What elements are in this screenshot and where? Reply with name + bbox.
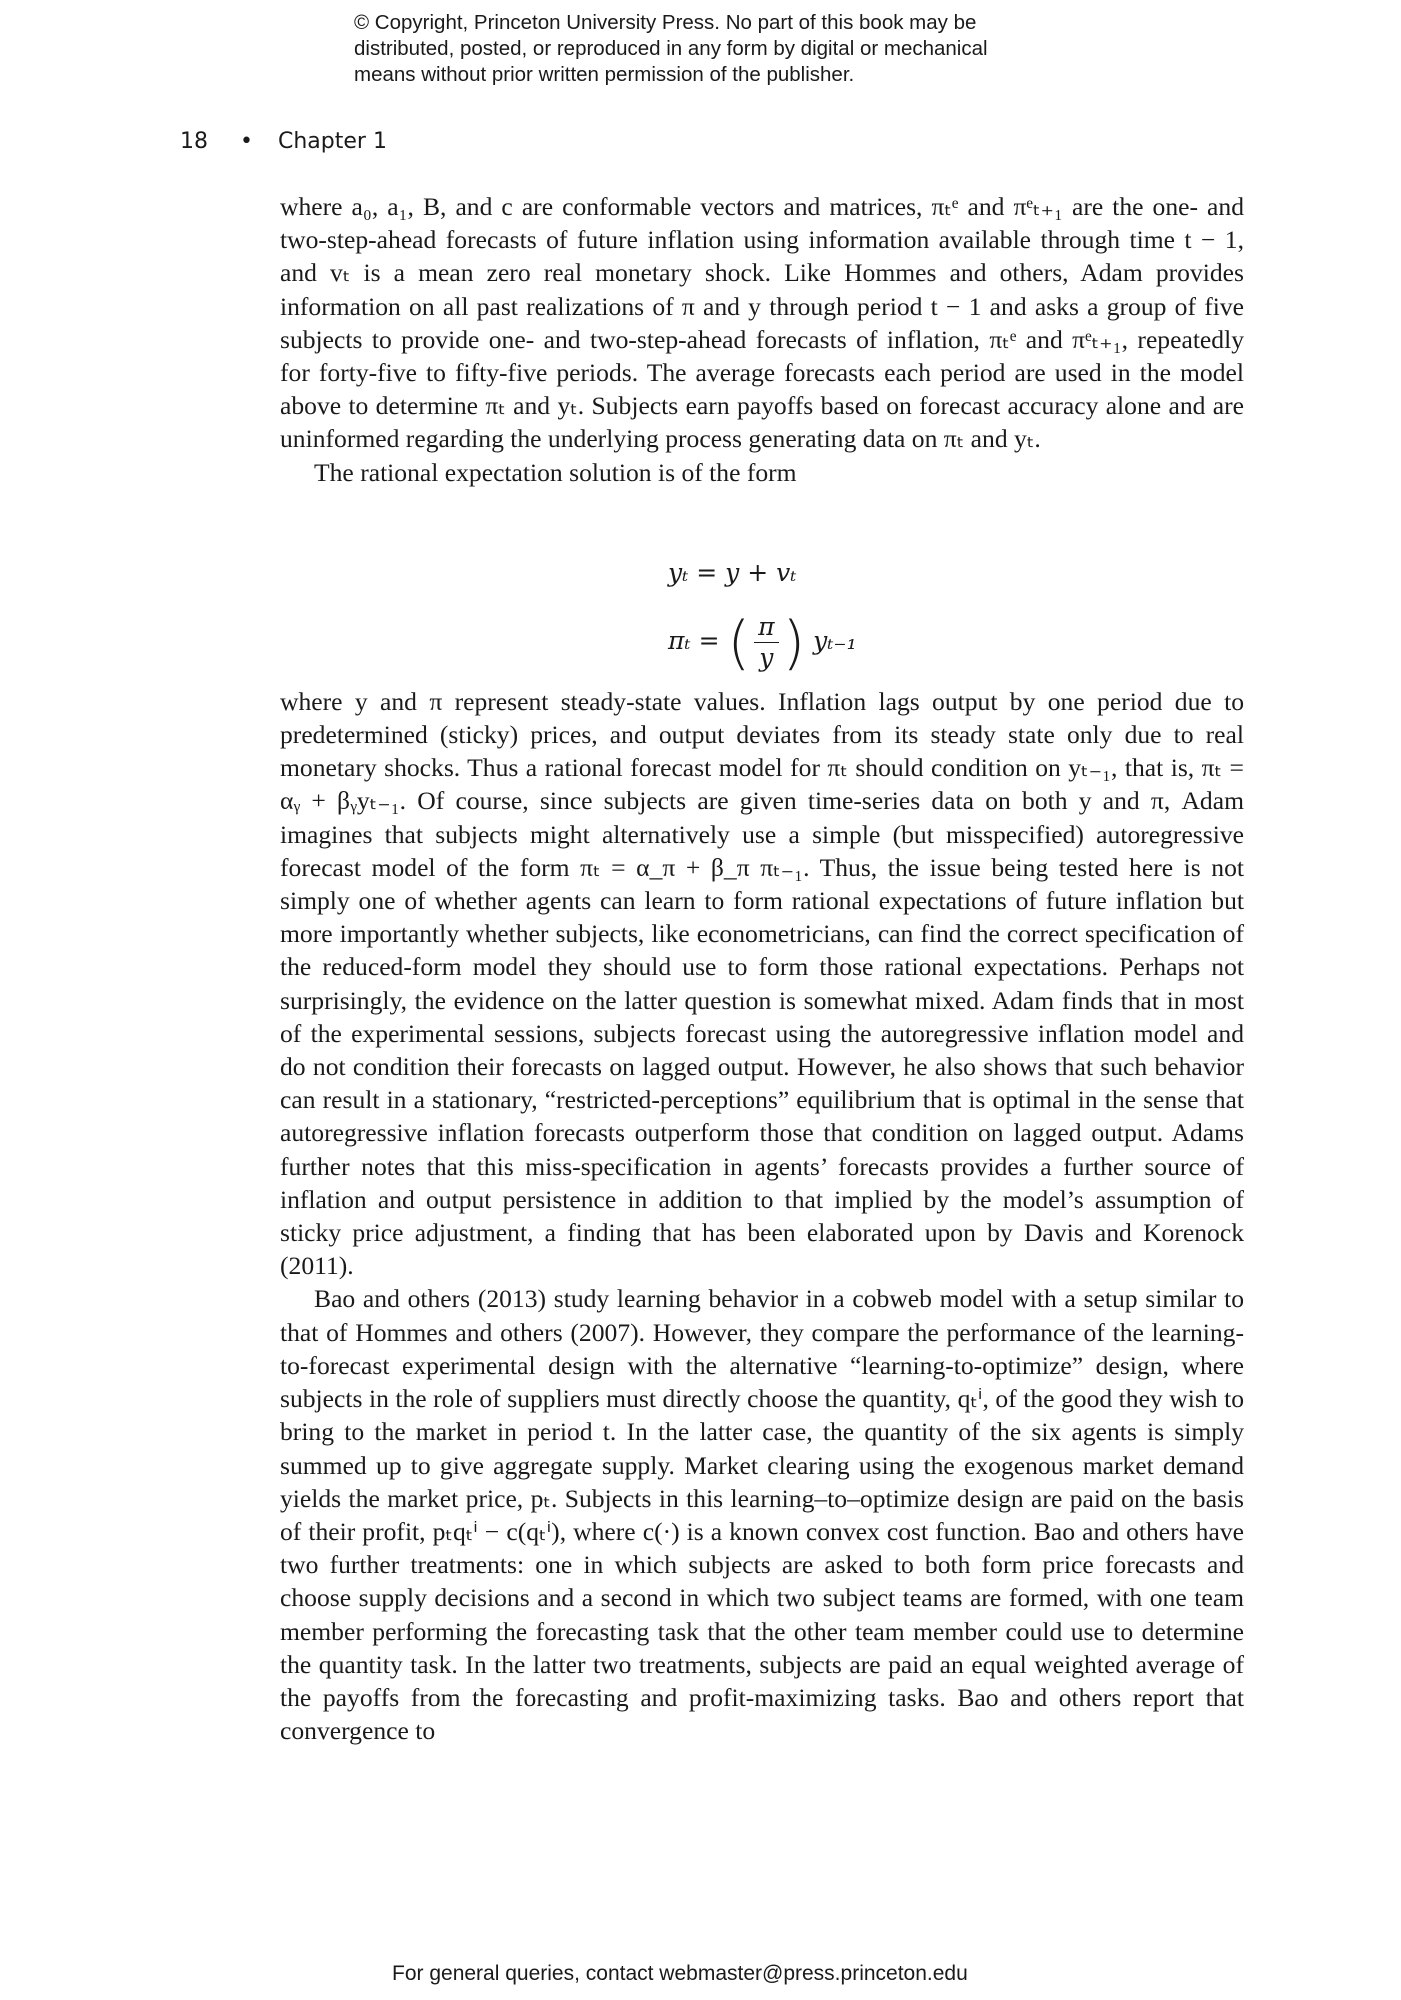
equation-output — [668, 558, 796, 588]
right-paren: ) — [782, 608, 806, 677]
paragraph: where y and π represent steady-state values. Inflation lags output by one period due to predetermined (sticky) prices, and output deviates from its steady state only due to real monetary shocks. Thus a rational forecast model for πₜ should condition on yₜ₋₁, that is, πₜ = αᵧ + βᵧyₜ₋₁. Of course, since subjects are given time-series data on both y and π, Adam imagines that subjects might alternatively use a simple (but misspecified) autoregressive forecast model of the form πₜ = α_π + β_π πₜ₋₁. Thus, the issue being tested here is not simply one of whether agents can learn to form rational expectations of future inflation but more importantly whether subjects, like econometricians, can find the correct specification of the reduced-form model they should use to form those rational expectations. Perhaps not surprisingly, the evidence on the latter question is somewhat mixed. Adam finds that in most of the experimental sessions, subjects forecast using the autoregressive inflation model and do not condition their forecasts on lagged output. However, he also shows that such behavior can result in a stationary, “restricted-perceptions” equilibrium that is optimal in the sense that autoregressive inflation forecasts outperform those that condition on lagged output. Adams further notes that this miss-specification in agents’ forecasts provides a further source of inflation and output persistence in addition to that implied by the model’s assumption of sticky price adjustment, a finding that has been elaborated upon by Davis and Korenock (2011). — [280, 686, 1244, 1281]
page-body — [280, 190, 1244, 1747]
chapter-title: Chapter 1 — [278, 129, 387, 154]
fraction-numerator: π — [754, 612, 778, 643]
equation-operator: = — [698, 626, 720, 655]
equation-lhs: yₜ — [668, 558, 689, 587]
copyright-notice — [354, 10, 1114, 88]
copyright-line: means without prior written permission of the publisher. — [354, 63, 855, 86]
equation-lhs: πₜ — [668, 626, 691, 655]
equation-inflation — [668, 608, 857, 677]
copyright-line: © Copyright, Princeton University Press. No part of this book may be — [354, 11, 977, 34]
equation-rhs: yₜ₋₁ — [813, 626, 857, 655]
equation-rhs: y + vₜ — [725, 558, 797, 587]
fraction-denominator: y — [759, 643, 774, 672]
running-head — [180, 128, 387, 156]
copyright-line: distributed, posted, or reproduced in any form by digital or mechanical — [354, 37, 988, 60]
paragraph: where a₀, a₁, B, and c are conformable vectors and matrices, πₜᵉ and πᵉₜ₊₁ are the one- and two-step-ahead forecasts of future inflation using information available through time t − 1, and vₜ is a mean zero real monetary shock. Like Hommes and others, Adam provides information on all past realizations of π and y through period t − 1 and asks a group of five subjects to provide one- and two-step-ahead forecasts of inflation, πₜᵉ and πᵉₜ₊₁, repeatedly for forty-five to fifty-five periods. The average forecasts each period are used in the model above to determine πₜ and yₜ. Subjects earn payoffs based on forecast accuracy alone and are uninformed regarding the underlying process generating data on πₜ and yₜ. — [280, 192, 1244, 454]
left-paren: ( — [727, 608, 751, 677]
page-footer: For general queries, contact webmaster@press.princeton.edu — [392, 1962, 968, 1985]
header-bullet: • — [240, 129, 253, 154]
page-number: 18 — [180, 129, 208, 154]
fraction — [754, 612, 778, 673]
equation-operator: = — [696, 558, 718, 587]
paragraph: Bao and others (2013) study learning behavior in a cobweb model with a setup similar to that of Hommes and others (2007). However, they compare the performance of the learning-to-forecast experimental design with the alternative “learning-to-optimize” design, where subjects in the role of suppliers must directly choose the quantity, qₜⁱ, of the good they wish to bring to the market in period t. In the latter case, the quantity of the six agents is simply summed up to give aggregate supply. Market clearing using the exogenous market demand yields the market price, pₜ. Subjects in this learning–to–optimize design are paid on the basis of their profit, pₜqₜⁱ − c(qₜⁱ), where c(·) is a known convex cost function. Bao and others have two further treatments: one in which subjects are asked to both form price forecasts and choose supply decisions and a second in which two subject teams are formed, with one team member performing the forecasting task that the other team member could use to determine the quantity task. In the latter two treatments, subjects are paid an equal weighted average of the payoffs from the forecasting and profit-maximizing tasks. Bao and others report that convergence to — [280, 1284, 1244, 1746]
paragraph: The rational expectation solution is of the form — [314, 457, 797, 487]
